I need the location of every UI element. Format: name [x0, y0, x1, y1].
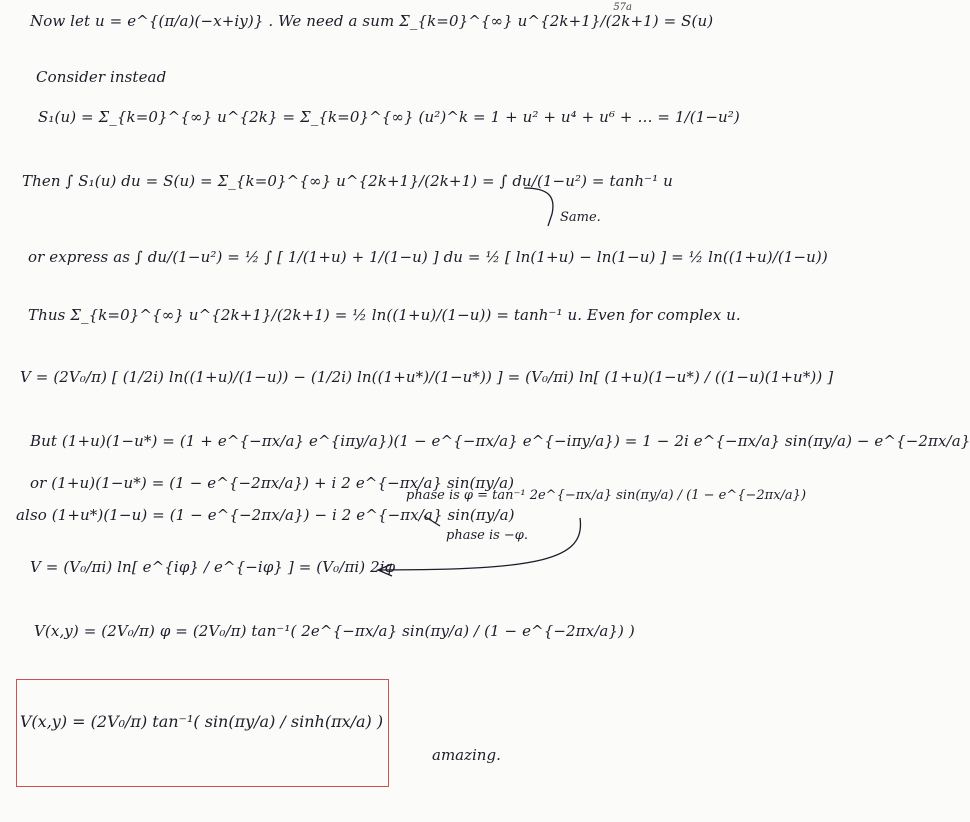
integral-line: Then ∫ S₁(u) du = S(u) = Σ_{k=0}^{∞} u^{2k+1}/(2k+1) = ∫ du/(1−u²) = tanh⁻¹ u: [22, 172, 673, 190]
partial-fraction-line: or express as ∫ du/(1−u²) = ½ ∫ [ 1/(1+u) + 1/(1−u) ] du = ½ [ ln(1+u) − ln(1−u) ] = ½ ln((1+u)/(1−u)): [28, 248, 828, 266]
phase-phi-note: phase is φ = tan⁻¹ 2e^{−πx/a} sin(πy/a) / (1 − e^{−2πx/a}): [406, 488, 807, 503]
boxed-result: V(x,y) = (2V₀/π) tan⁻¹( sin(πy/a) / sinh(πx/a) ): [19, 712, 384, 731]
page-number: 57a: [613, 2, 632, 13]
but-line: But (1+u)(1−u*) = (1 + e^{−πx/a} e^{iπy/a})(1 − e^{−πx/a} e^{−iπy/a}) = 1 − 2i e^{−πx/a} sin(πy/a) − e^{−2πx/a}: [30, 432, 970, 450]
amazing-comment: amazing.: [432, 746, 501, 764]
definition-line: Now let u = e^{(π/a)(−x+iy)} . We need a sum Σ_{k=0}^{∞} u^{2k+1}/(2k+1) = S(u): [30, 12, 714, 30]
consider-line: Consider instead: [36, 68, 167, 86]
phase-arrow: [378, 518, 581, 570]
or-line: or (1+u)(1−u*) = (1 − e^{−2πx/a}) + i 2 e^{−πx/a} sin(πy/a): [30, 474, 515, 492]
vxy-line: V(x,y) = (2V₀/π) φ = (2V₀/π) tan⁻¹( 2e^{−πx/a} sin(πy/a) / (1 − e^{−2πx/a}) ): [34, 622, 635, 640]
also-line: also (1+u*)(1−u) = (1 − e^{−2πx/a}) − i 2 e^{−πx/a} sin(πy/a): [16, 506, 515, 524]
same-note: Same.: [560, 210, 601, 225]
phase-potential-line: V = (V₀/πi) ln[ e^{iφ} / e^{−iφ} ] = (V₀/πi) 2iφ: [30, 558, 396, 576]
s1-series-line: S₁(u) = Σ_{k=0}^{∞} u^{2k} = Σ_{k=0}^{∞} (u²)^k = 1 + u² + u⁴ + u⁶ + … = 1/(1−u²): [38, 108, 740, 126]
potential-line: V = (2V₀/π) [ (1/2i) ln((1+u)/(1−u)) − (1/2i) ln((1+u*)/(1−u*)) ] = (V₀/πi) ln[ (1+u)(1−u*) / ((1−u)(1+u*)) ]: [20, 368, 834, 386]
phase-minus-note: phase is −φ.: [446, 528, 529, 543]
same-bracket: [524, 188, 553, 226]
thus-line: Thus Σ_{k=0}^{∞} u^{2k+1}/(2k+1) = ½ ln((1+u)/(1−u)) = tanh⁻¹ u. Even for complex u.: [28, 306, 741, 324]
phase-minus-arrow: [424, 516, 440, 526]
